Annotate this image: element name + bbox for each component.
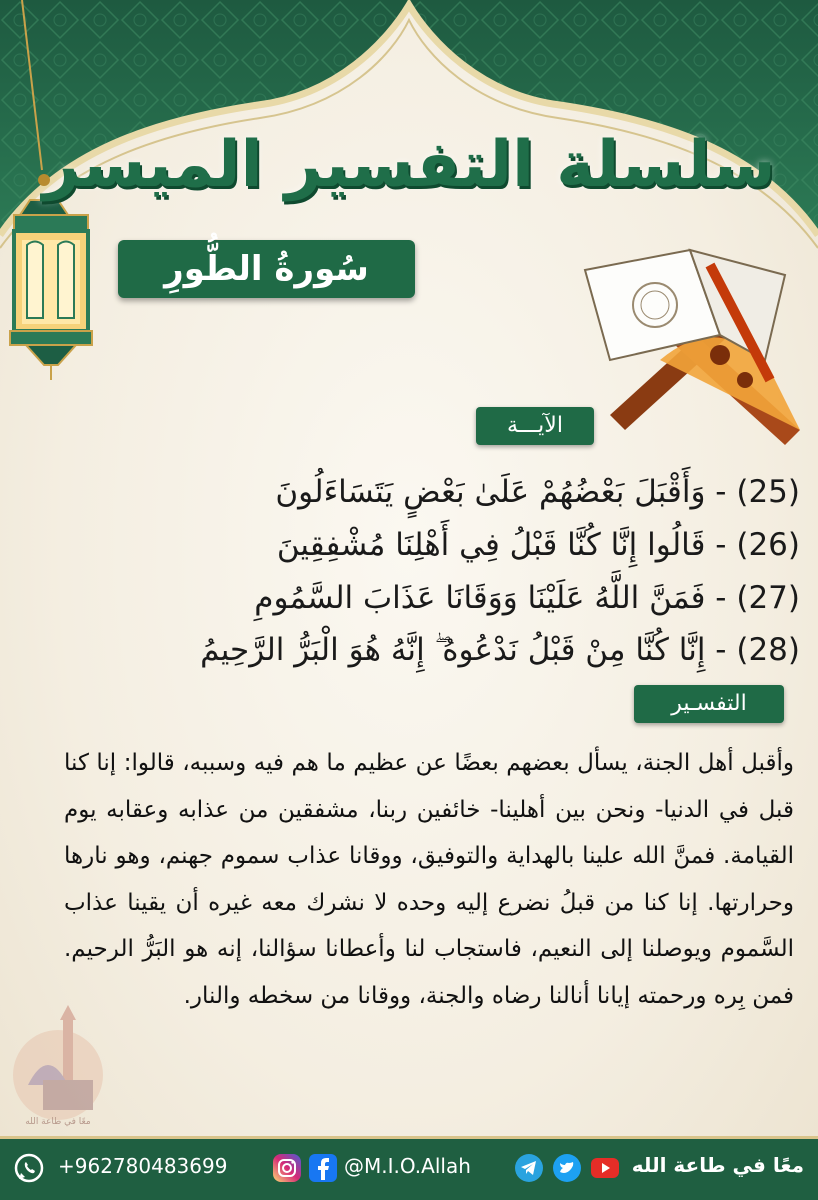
verse-28: (28) - إِنَّا كُنَّا مِنْ قَبْلُ نَدْعُوهُ ۖ إِنَّهُ هُوَ الْبَرُّ الرَّحِيمُ — [200, 632, 800, 668]
social-handle[interactable]: @M.I.O.Allah — [344, 1154, 471, 1178]
series-title: سلسلة التفسير الميسر — [42, 128, 776, 202]
instagram-icon[interactable] — [272, 1153, 302, 1183]
tafsir-section-label: التفسـير — [634, 685, 784, 723]
footer-bar — [0, 1136, 818, 1200]
whatsapp-icon[interactable] — [14, 1153, 44, 1183]
watermark-logo — [8, 1000, 118, 1130]
tafsir-text: وأقبل أهل الجنة، يسأل بعضهم بعضًا عن عظيم ما هم فيه وسببه، قالوا: إنا كنا قبل في الدنيا- ونحن بين أهلينا- خائفين ربنا، مشفقين من عذابه وعقابه يوم القيامة. فمنَّ الله علينا بالهداية والتوفيق، ووقانا عذاب سموم جهنم، وهو نارها وحرارتها. إنا كنا من قبلُ نضرع إليه وحده لا نشرك معه غيره أن يقينا عذاب السَّموم ويوصلنا إلى النعيم، فاستجاب لنا وأعطانا سؤالنا، إنه هو البَرُّ الرحيم. فمن بِره ورحمته إيانا أنالنا رضاه والجنة، ووقانا من سخطه والنار. — [64, 750, 794, 1009]
ayah-section-label: الآيـــة — [476, 407, 594, 445]
watermark-text: معًا في طاعة الله — [25, 1117, 91, 1127]
verse-27: (27) - فَمَنَّ اللَّهُ عَلَيْنَا وَوَقَانَا عَذَابَ السَّمُومِ — [254, 580, 800, 616]
phone-number[interactable]: +962780483699 — [58, 1154, 228, 1178]
youtube-icon[interactable] — [590, 1153, 620, 1183]
verse-25: (25) - وَأَقْبَلَ بَعْضُهُمْ عَلَىٰ بَعْضٍ يَتَسَاءَلُونَ — [275, 474, 800, 510]
quran-stand-icon — [570, 240, 815, 450]
surah-name-badge: سُورةُ الطُّورِ — [118, 240, 415, 298]
facebook-icon[interactable] — [308, 1153, 338, 1183]
verse-26: (26) - قَالُوا إِنَّا كُنَّا قَبْلُ فِي أَهْلِنَا مُشْفِقِينَ — [276, 527, 800, 563]
twitter-icon[interactable] — [552, 1153, 582, 1183]
telegram-icon[interactable] — [514, 1153, 544, 1183]
footer-brand: معًا في طاعة الله — [631, 1153, 804, 1177]
